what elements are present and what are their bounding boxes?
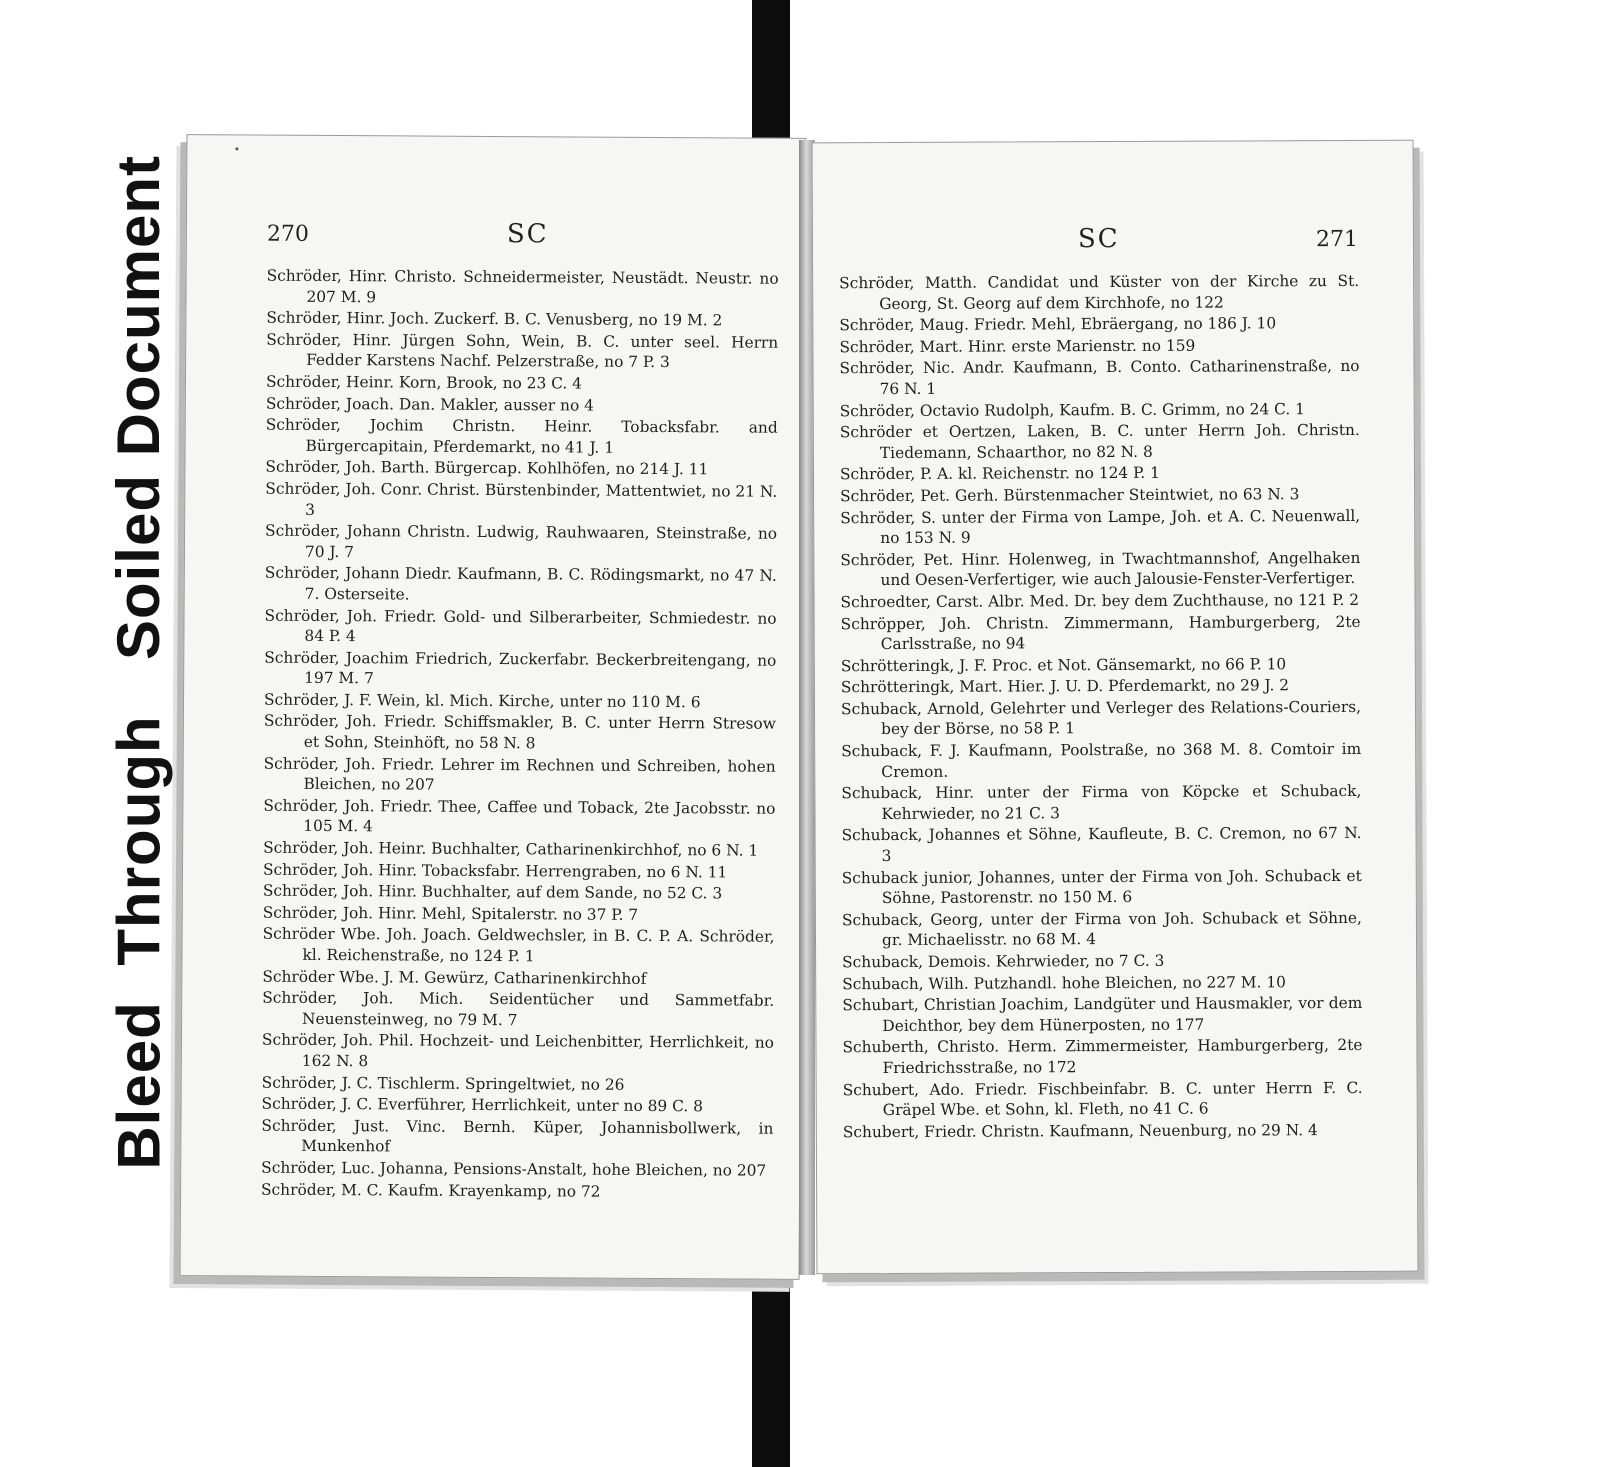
- directory-entry: Schuback, F. J. Kaufmann, Poolstraße, no 368 M. 8. Comtoir im Cremon.: [841, 739, 1362, 781]
- bleed-through-label: [98, 707, 180, 1177]
- directory-entry: Schrötteringk, J. F. Proc. et Not. Gänsemarkt, no 66 P. 10: [840, 654, 1287, 675]
- directory-entry: Schröder, Joh. Heinr. Buchhalter, Catharinenkirchhof, no 6 N. 1: [263, 838, 759, 860]
- directory-entry: Schröder, Johann Diedr. Kaufmann, B. C. Rödingsmarkt, no 47 N. 7. Osterseite.: [264, 563, 777, 604]
- directory-entry: Schröder, Joh. Barth. Bürgercap. Kohlhöfen, no 214 J. 11: [265, 457, 709, 479]
- directory-entry: Schröder, Matth. Candidat und Küster von der Kirche zu St. Georg, St. Georg auf dem Kirchhofe, no 122: [839, 271, 1360, 313]
- left-page-header: SC: [506, 219, 549, 250]
- directory-entry: Schröder, Hinr. Christo. Schneidermeister, Neustädt. Neustr. no 207 M. 9: [266, 266, 779, 306]
- directory-entry: Schröder, Joh. Conr. Christ. Bürstenbinder, Mattentwiet, no 21 N. 3: [265, 479, 778, 519]
- directory-entry: Schubach, Wilh. Putzhandl. hohe Bleichen, no 227 M. 10: [842, 972, 1286, 993]
- spine-bar-top: [752, 0, 790, 140]
- directory-entry: Schroedter, Carst. Albr. Med. Dr. bey dem Zuchthause, no 121 P. 2: [840, 590, 1360, 612]
- directory-entry: Schröder Wbe. Joh. Joach. Geldwechsler, in B. C. P. A. Schröder, kl. Reichenstraße, no 124 P. 1: [262, 925, 775, 966]
- directory-entry: Schröder, Joh. Hinr. Buchhalter, auf dem Sande, no 52 C. 3: [262, 881, 723, 903]
- right-page-header: SC: [1077, 223, 1120, 255]
- directory-entry: Schröder et Oertzen, Laken, B. C. unter Herrn Joh. Christn. Tiedemann, Schaarthor, no 82 N. 8: [839, 421, 1360, 462]
- directory-entry: Schuback, Georg, unter der Firma von Joh. Schuback et Söhne, gr. Michaelisstr. no 68 M. 4: [841, 908, 1362, 950]
- directory-entry: Schröder, Jochim Christn. Heinr. Tobacksfabr. and Bürgercapitain, Pferdemarkt, no 41 J. 1: [265, 415, 778, 457]
- directory-entry: Schröder, Joh. Phil. Hochzeit- und Leichenbitter, Herrlichkeit, no 162 N. 8: [261, 1030, 775, 1071]
- directory-entry: Schubert, Friedr. Christn. Kaufmann, Neuenburg, no 29 N. 4: [842, 1120, 1318, 1141]
- directory-entry: Schröder, Nic. Andr. Kaufmann, B. Conto. Catharinenstraße, no 76 N. 1: [839, 357, 1360, 398]
- directory-entry: Schröder, Joh. Friedr. Gold- und Silberarbeiter, Schmiedestr. no 84 P. 4: [264, 606, 777, 646]
- directory-entry: Schröder, P. A. kl. Reichenstr. no 124 P. 1: [839, 464, 1160, 484]
- directory-entry: Schröder, Just. Vinc. Bernh. Küper, Johannisbollwerk, in Munkenhof: [261, 1116, 774, 1156]
- directory-entry: Schröder, Joh. Friedr. Lehrer im Rechnen und Schreiben, hohen Bleichen, no 207: [263, 754, 776, 794]
- directory-entry: Schröder, Joh. Mich. Seidentücher und Sammetfabr. Neuensteinweg, no 79 M. 7: [262, 988, 775, 1029]
- directory-entry: Schröder, Octavio Rudolph, Kaufm. B. C. Grimm, no 24 C. 1: [839, 399, 1305, 420]
- spine-bar-bottom: [752, 1278, 790, 1467]
- directory-entry: Schröder, Joh. Hinr. Tobacksfabr. Herrengraben, no 6 N. 11: [262, 860, 728, 882]
- directory-entry: Schröder, Heinr. Korn, Brook, no 23 C. 4: [265, 372, 583, 393]
- directory-entry: Schröder, J. C. Tischlerm. Springeltwiet, no 26: [261, 1073, 625, 1094]
- directory-entry: Schröder, S. unter der Firma von Lampe, Joh. et A. C. Neuenwall, no 153 N. 9: [840, 506, 1361, 548]
- directory-entry: Schröder, Joh. Friedr. Schiffsmakler, B. C. unter Herrn Stresow et Sohn, Steinhöft, no 58 N. 8: [263, 712, 776, 753]
- directory-entry: Schuback, Demois. Kehrwieder, no 7 C. 3: [842, 951, 1165, 972]
- directory-entry: Schuberth, Christo. Herm. Zimmermeister, Hamburgerberg, 2te Friedrichsstraße, no 172: [842, 1036, 1363, 1077]
- directory-entry: Schröder, Luc. Johanna, Pensions-Anstalt, hohe Bleichen, no 207: [261, 1158, 767, 1180]
- directory-entry: Schröder, Joh. Friedr. Thee, Caffee und Toback, 2te Jacobsstr. no 105 M. 4: [263, 796, 776, 836]
- directory-entry: Schuback junior, Johannes, unter der Firma von Joh. Schuback et Söhne, Pastorenstr. no 150 M. 6: [841, 866, 1362, 908]
- directory-entry: Schröder, Maug. Friedr. Mehl, Ebräergang, no 186 J. 10: [839, 314, 1277, 335]
- directory-entry: Schröder Wbe. J. M. Gewürz, Catharinenkirchhof: [262, 967, 647, 988]
- directory-entry: Schröder, Pet. Gerh. Bürstenmacher Steintwiet, no 63 N. 3: [840, 485, 1300, 506]
- directory-entry: Schubart, Christian Joachim, Landgüter und Hausmakler, vor dem Deichthor, bey dem Hünerposten, no 177: [842, 994, 1363, 1035]
- right-page: [812, 140, 1419, 1275]
- directory-entry: Schröder, Joach. Dan. Makler, ausser no 4: [265, 394, 594, 415]
- right-entry-list: [839, 271, 1363, 1144]
- directory-entry: Schuback, Johannes et Söhne, Kaufleute, B. C. Cremon, no 67 N. 3: [841, 824, 1362, 866]
- directory-entry: Schröder, Hinr. Joch. Zuckerf. B. C. Venusberg, no 19 M. 2: [266, 308, 723, 330]
- directory-entry: Schröpper, Joh. Christn. Zimmermann, Hamburgerberg, 2te Carlsstraße, no 94: [840, 612, 1361, 654]
- directory-entry: Schubert, Ado. Friedr. Fischbeinfabr. B. C. unter Herrn F. C. Gräpel Wbe. et Sohn, kl. Fleth, no 41 C. 6: [842, 1078, 1363, 1120]
- directory-entry: Schröder, Hinr. Jürgen Sohn, Wein, B. C. unter seel. Herrn Fedder Karstens Nachf. Pelzerstraße, no 7 P. 3: [266, 330, 779, 372]
- speck-mark: [235, 147, 238, 150]
- directory-entry: Schröder, Joh. Hinr. Mehl, Spitalerstr. no 37 P. 7: [262, 903, 639, 924]
- directory-entry: Schröder, J. F. Wein, kl. Mich. Kirche, unter no 110 M. 6: [263, 690, 701, 712]
- directory-entry: Schröder, Mart. Hinr. erste Marienstr. no 159: [839, 336, 1196, 356]
- bleed-through-text: Bleed Through: [105, 714, 173, 1170]
- directory-entry: Schröder, M. C. Kaufm. Krayenkamp, no 72: [260, 1180, 601, 1201]
- directory-entry: Schröder, J. C. Everführer, Herrlichkeit, unter no 89 C. 8: [261, 1094, 703, 1116]
- soiled-document-label: [98, 143, 180, 671]
- soiled-document-text: Soiled Document: [105, 154, 173, 660]
- directory-entry: Schuback, Hinr. unter der Firma von Köpcke et Schuback, Kehrwieder, no 21 C. 3: [841, 782, 1362, 823]
- directory-entry: Schröder, Pet. Hinr. Holenweg, in Twachtmannshof, Angelhaken und Oesen-Verfertiger, wie auch Jalousie-Fenster-Verfertiger.: [840, 548, 1361, 590]
- directory-entry: Schuback, Arnold, Gelehrter und Verleger des Relations-Couriers, bey der Börse, no 58 P. 1: [840, 697, 1362, 739]
- right-page-number: 271: [1315, 226, 1359, 253]
- left-page: [180, 134, 807, 1280]
- directory-entry: Schröder, Joachim Friedrich, Zuckerfabr. Beckerbreitengang, no 197 M. 7: [264, 648, 777, 688]
- left-page-number: 270: [266, 221, 309, 247]
- directory-entry: Schrötteringk, Mart. Hier. J. U. D. Pferdemarkt, no 29 J. 2: [840, 676, 1290, 697]
- directory-entry: Schröder, Johann Christn. Ludwig, Rauhwaaren, Steinstraße, no 70 J. 7: [265, 521, 778, 561]
- left-entry-list: [261, 266, 779, 1204]
